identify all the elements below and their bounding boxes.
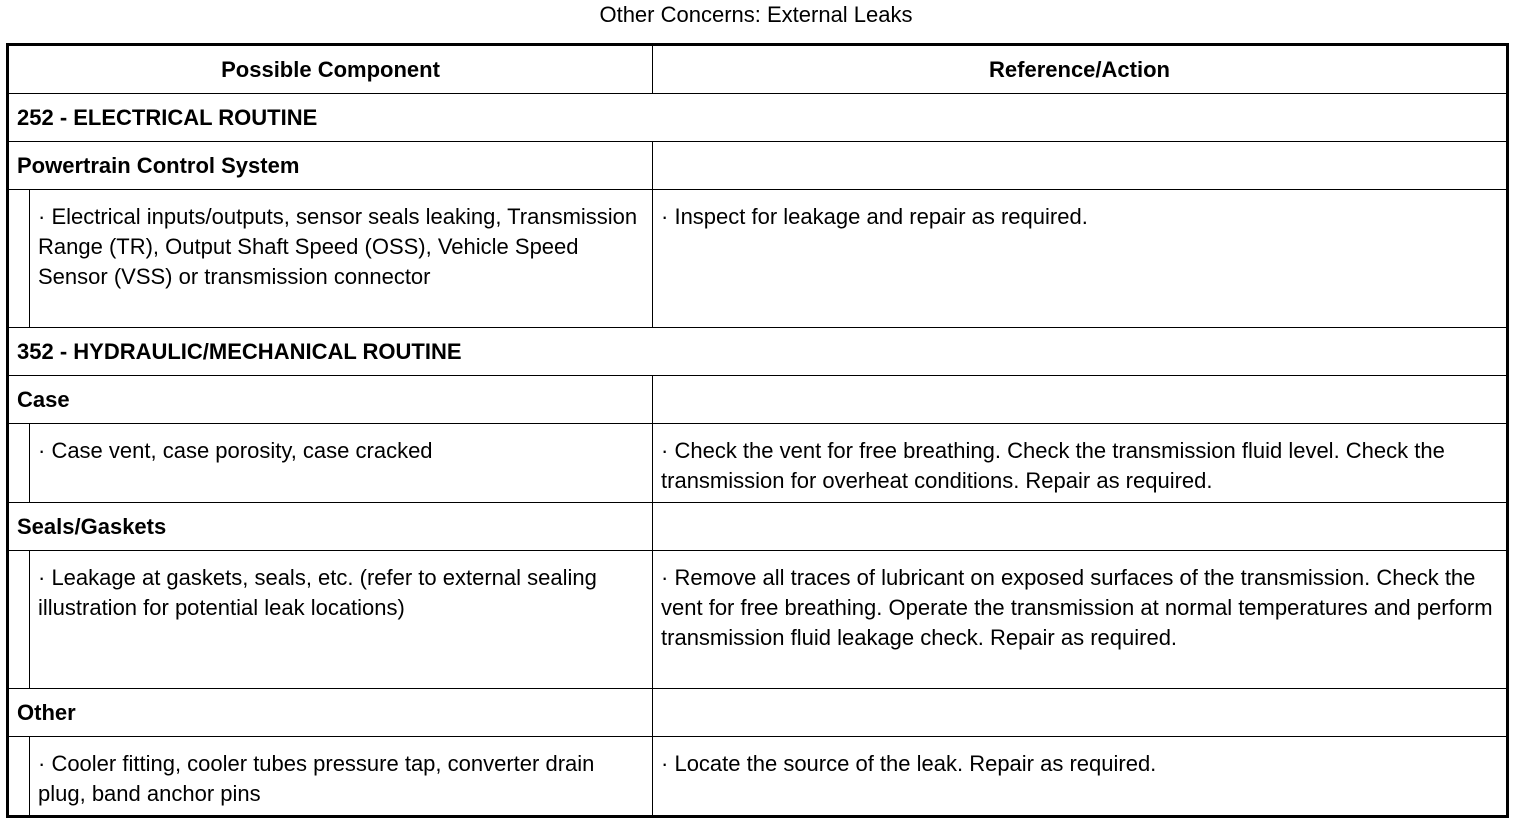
section-row [8, 94, 1508, 142]
indent-cell [8, 190, 30, 328]
header-row [8, 45, 1508, 94]
table-row [8, 551, 1508, 689]
diagnostic-table [6, 43, 1509, 818]
group-empty-cell [653, 142, 1508, 190]
component-cell: · Electrical inputs/outputs, sensor seals leaking, Transmission Range (TR), Output Shaft Speed (OSS), Vehicle Speed Sensor (VSS) or transmission connector [30, 190, 653, 328]
action-cell: · Inspect for leakage and repair as required. [653, 190, 1508, 328]
indent-cell [8, 737, 30, 817]
section-row [8, 328, 1508, 376]
indent-cell [8, 551, 30, 689]
table-row [8, 424, 1508, 503]
group-title: Other [8, 689, 653, 737]
action-cell: · Check the vent for free breathing. Check the transmission fluid level. Check the transmission for overheat conditions. Repair as required. [653, 424, 1508, 503]
column-header-component: Possible Component [8, 45, 653, 94]
group-row [8, 142, 1508, 190]
table-caption: Other Concerns: External Leaks [599, 2, 913, 27]
table-row [8, 737, 1508, 817]
group-row [8, 503, 1508, 551]
group-title: Seals/Gaskets [8, 503, 653, 551]
action-cell: · Remove all traces of lubricant on exposed surfaces of the transmission. Check the vent for free breathing. Operate the transmission at normal temperatures and perform transmission fluid leakage check. Repair as required. [653, 551, 1508, 689]
group-title: Case [8, 376, 653, 424]
group-empty-cell [653, 503, 1508, 551]
column-header-action: Reference/Action [653, 45, 1508, 94]
component-cell: · Case vent, case porosity, case cracked [30, 424, 653, 503]
group-empty-cell [653, 689, 1508, 737]
group-row [8, 689, 1508, 737]
component-cell: · Leakage at gaskets, seals, etc. (refer to external sealing illustration for potential leak locations) [30, 551, 653, 689]
action-cell: · Locate the source of the leak. Repair as required. [653, 737, 1508, 817]
section-title: 252 - ELECTRICAL ROUTINE [8, 94, 1508, 142]
section-title: 352 - HYDRAULIC/MECHANICAL ROUTINE [8, 328, 1508, 376]
indent-cell [8, 424, 30, 503]
group-title: Powertrain Control System [8, 142, 653, 190]
group-row [8, 376, 1508, 424]
component-cell: · Cooler fitting, cooler tubes pressure tap, converter drain plug, band anchor pins [30, 737, 653, 817]
group-empty-cell [653, 376, 1508, 424]
table-row [8, 190, 1508, 328]
